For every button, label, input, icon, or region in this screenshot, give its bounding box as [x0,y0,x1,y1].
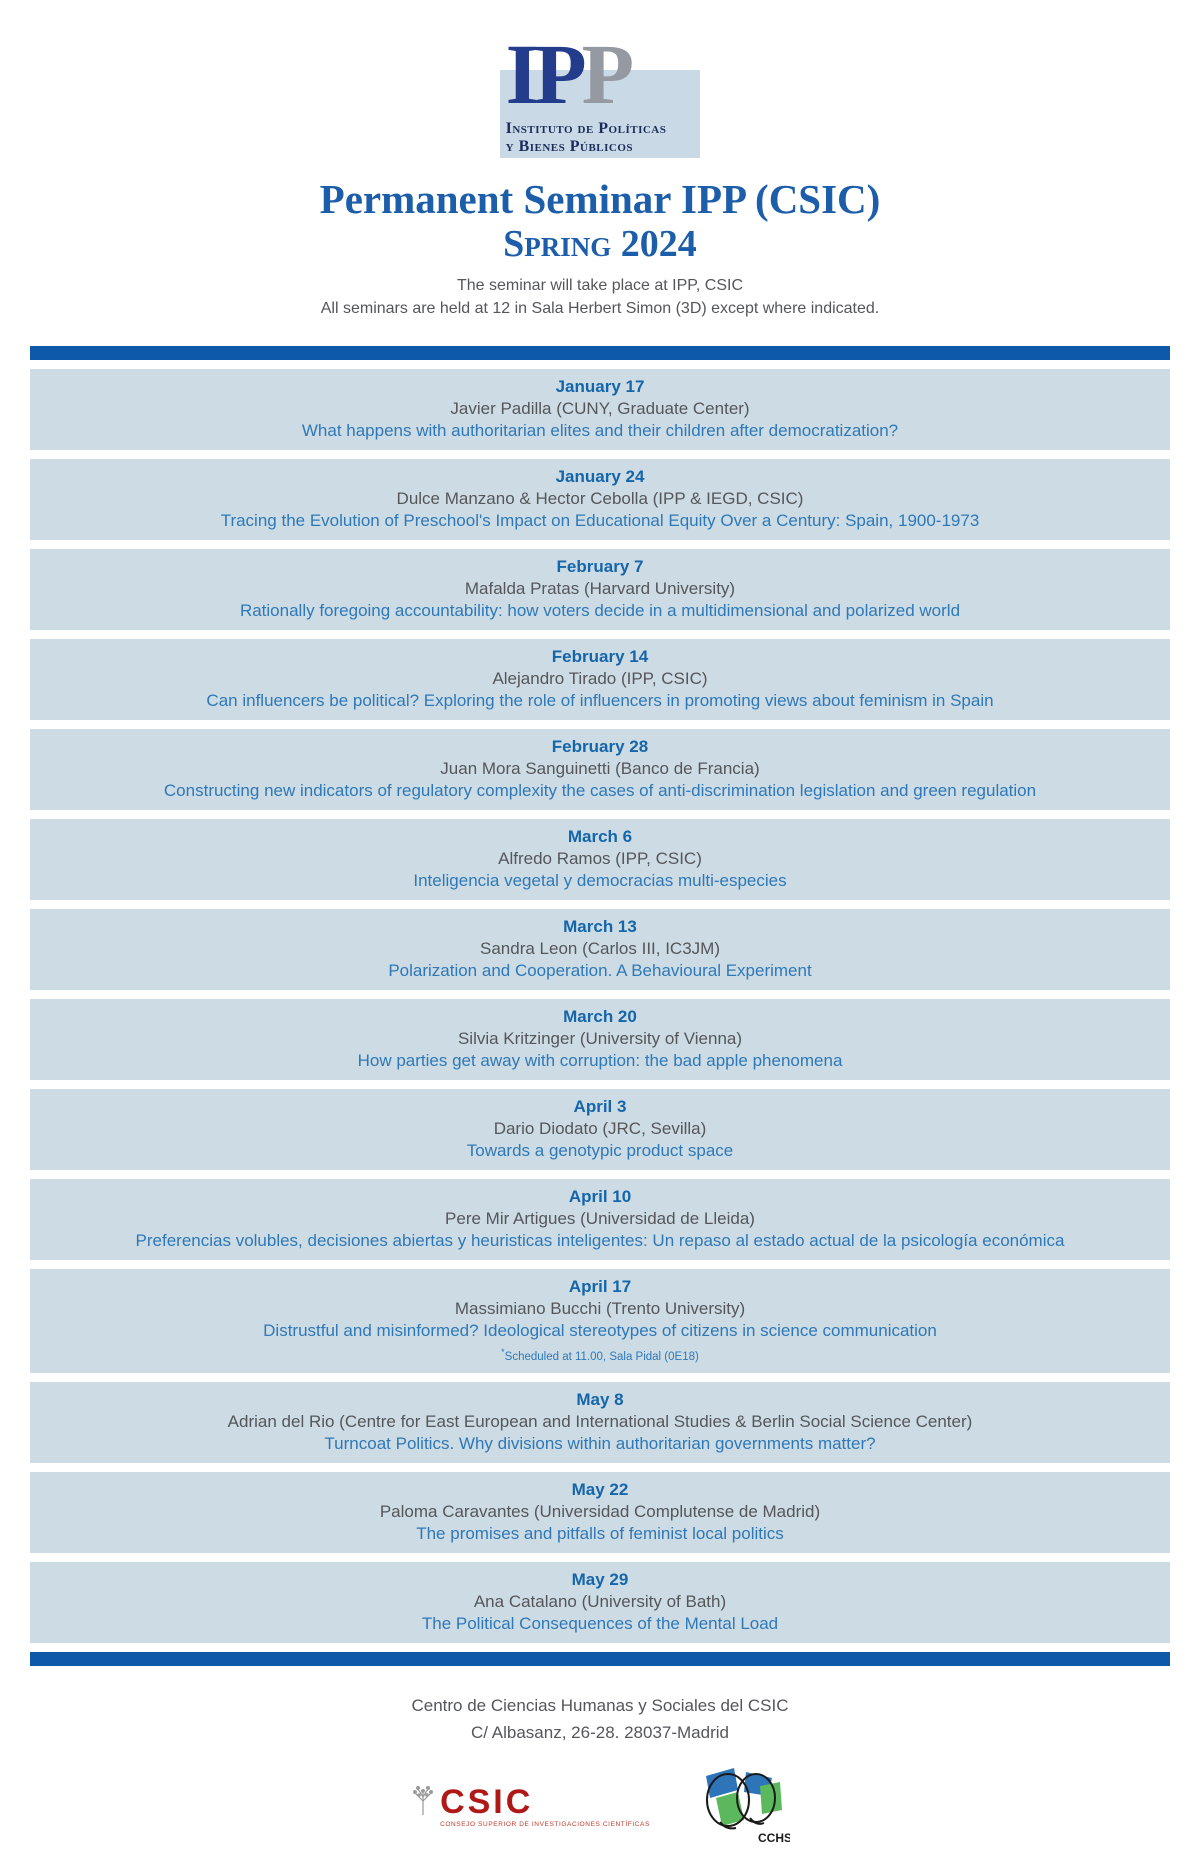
seminar-date: May 29 [571,1569,629,1589]
ipp-logo-letters-secondary: P [581,26,630,122]
seminar-entry [30,909,1170,990]
seminar-speaker: Juan Mora Sanguinetti (Banco de Francia) [440,759,760,778]
ipp-logo-letters [505,26,667,122]
seminar-date: March 20 [563,1007,637,1026]
seminar-title: Tracing the Evolution of Preschool's Impact on Educational Equity Over a Century: Spain, 1900-1973 [220,511,980,530]
seminar-title: Distrustful and misinformed? Ideological stereotypes of citizens in science communication [263,1321,937,1340]
seminar-date: February 7 [556,557,644,576]
seminar-date: April 10 [568,1187,632,1206]
seminar-speaker: Silvia Kritzinger (University of Vienna) [457,1029,743,1048]
seminar-entry [30,459,1170,540]
address-block [0,1692,1200,1746]
seminar-entry [30,369,1170,450]
seminar-date: May 8 [576,1389,624,1409]
venue-note-line2: All seminars are held at 12 in Sala Herbert Simon (3D) except where indicated. [320,300,880,317]
seminar-speaker: Paloma Caravantes (Universidad Complutense de Madrid) [379,1501,821,1521]
seminar-title: The Political Consequences of the Mental Load [421,1613,779,1633]
seminar-date: January 24 [555,467,645,486]
seminar-entry [30,1089,1170,1170]
seminar-title: Polarization and Cooperation. A Behavioural Experiment [388,961,812,980]
csic-logo-text-block [440,1782,650,1828]
seminar-title: Towards a genotypic product space [466,1141,734,1160]
csic-logo-subtext: CONSEJO SUPERIOR DE INVESTIGACIONES CIENTÍFICAS [440,1820,650,1828]
seminar-title: Constructing new indicators of regulatory complexity the cases of anti-discrimination legislation and green regulation [163,781,1037,800]
seminar-title: Rationally foregoing accountability: how voters decide in a multidimensional and polarized world [239,601,961,620]
seminar-speaker: Dario Diodato (JRC, Sevilla) [493,1119,707,1138]
seminar-speaker: Alejandro Tirado (IPP, CSIC) [492,669,708,688]
seminar-entry [30,729,1170,810]
top-divider-bar [30,346,1170,360]
seminar-title: The promises and pitfalls of feminist local politics [416,1523,784,1543]
seminar-speaker: Javier Padilla (CUNY, Graduate Center) [450,399,750,418]
seminar-date: May 22 [571,1479,629,1499]
seminar-title: How parties get away with corruption: the bad apple phenomena [357,1051,843,1070]
footer-logos [0,1762,1200,1851]
seminar-speaker: Mafalda Pratas (Harvard University) [464,579,736,598]
seminar-entry [30,1269,1170,1373]
seminar-speaker: Alfredo Ramos (IPP, CSIC) [498,849,702,868]
seminar-note [56,1344,1144,1365]
seminar-speaker: Sandra Leon (Carlos III, IC3JM) [480,939,720,958]
seminar-speaker: Dulce Manzano & Hector Cebolla (IPP & IEGD, CSIC) [396,489,804,508]
seminar-title: Turncoat Politics. Why divisions within authoritarian governments matter? [324,1433,876,1453]
address-line1: Centro de Ciencias Humanas y Sociales del CSIC [411,1695,789,1715]
csic-logo-wordmark: CSIC [440,1782,534,1821]
seminar-speaker: Massimiano Bucchi (Trento University) [454,1299,746,1318]
cchs-logo-text: CCHS [757,1830,790,1845]
seminar-entry [30,819,1170,900]
seminar-date: April 3 [573,1097,627,1116]
poster-title: Permanent Seminar IPP (CSIC) [319,176,881,222]
seminar-entry [30,1179,1170,1260]
ipp-logo-letters-primary: IP [505,26,582,122]
csic-logo [410,1782,650,1828]
csic-tree-icon [410,1785,436,1822]
seminar-speaker: Pere Mir Artigues (Universidad de Lleida) [445,1209,755,1228]
seminar-date: February 14 [551,647,649,666]
seminar-note-marker: * [501,1347,505,1357]
seminar-date: February 28 [551,737,649,756]
ipp-org-line1: Instituto de Políticas [505,120,667,137]
seminar-date: March 13 [563,917,637,936]
seminar-title: Inteligencia vegetal y democracias multi-especies [413,871,787,890]
cchs-logo [690,1762,790,1851]
seminar-note-text: Scheduled at 11.00, Sala Pidal (0E18) [504,1350,699,1363]
seminar-date: April 17 [568,1277,632,1296]
poster-header [0,0,1200,320]
seminar-speaker: Ana Catalano (University of Bath) [473,1591,727,1611]
venue-note-line1: The seminar will take place at IPP, CSIC [456,277,744,294]
ipp-logo [500,26,701,160]
seminar-entry [30,1562,1170,1643]
seminar-title: Preferencias volubles, decisiones abiertas y heuristicas inteligentes: Un repaso al estado actual de la psicología económica [135,1231,1065,1250]
seminar-entry [30,999,1170,1080]
ipp-org-name [506,120,667,156]
ipp-org-line2: y Bienes Públicos [505,138,634,155]
seminar-title: What happens with authoritarian elites and their children after democratization? [301,421,899,440]
seminar-date: January 17 [555,377,645,396]
poster-season: Spring 2024 [503,223,697,265]
seminar-entry [30,1472,1170,1553]
seminar-entry [30,639,1170,720]
venue-note [0,274,1200,320]
seminar-entry [30,1382,1170,1463]
address-line2: C/ Albasanz, 26-28. 28037-Madrid [471,1722,729,1742]
seminar-entry [30,549,1170,630]
seminar-speaker: Adrian del Rio (Centre for East European and International Studies & Berlin Social Science Center) [227,1411,973,1431]
seminar-list [0,369,1200,1643]
bottom-divider-bar [30,1652,1170,1666]
seminar-title: Can influencers be political? Exploring the role of influencers in promoting views about feminism in Spain [206,691,994,710]
seminar-date: March 6 [567,827,633,846]
